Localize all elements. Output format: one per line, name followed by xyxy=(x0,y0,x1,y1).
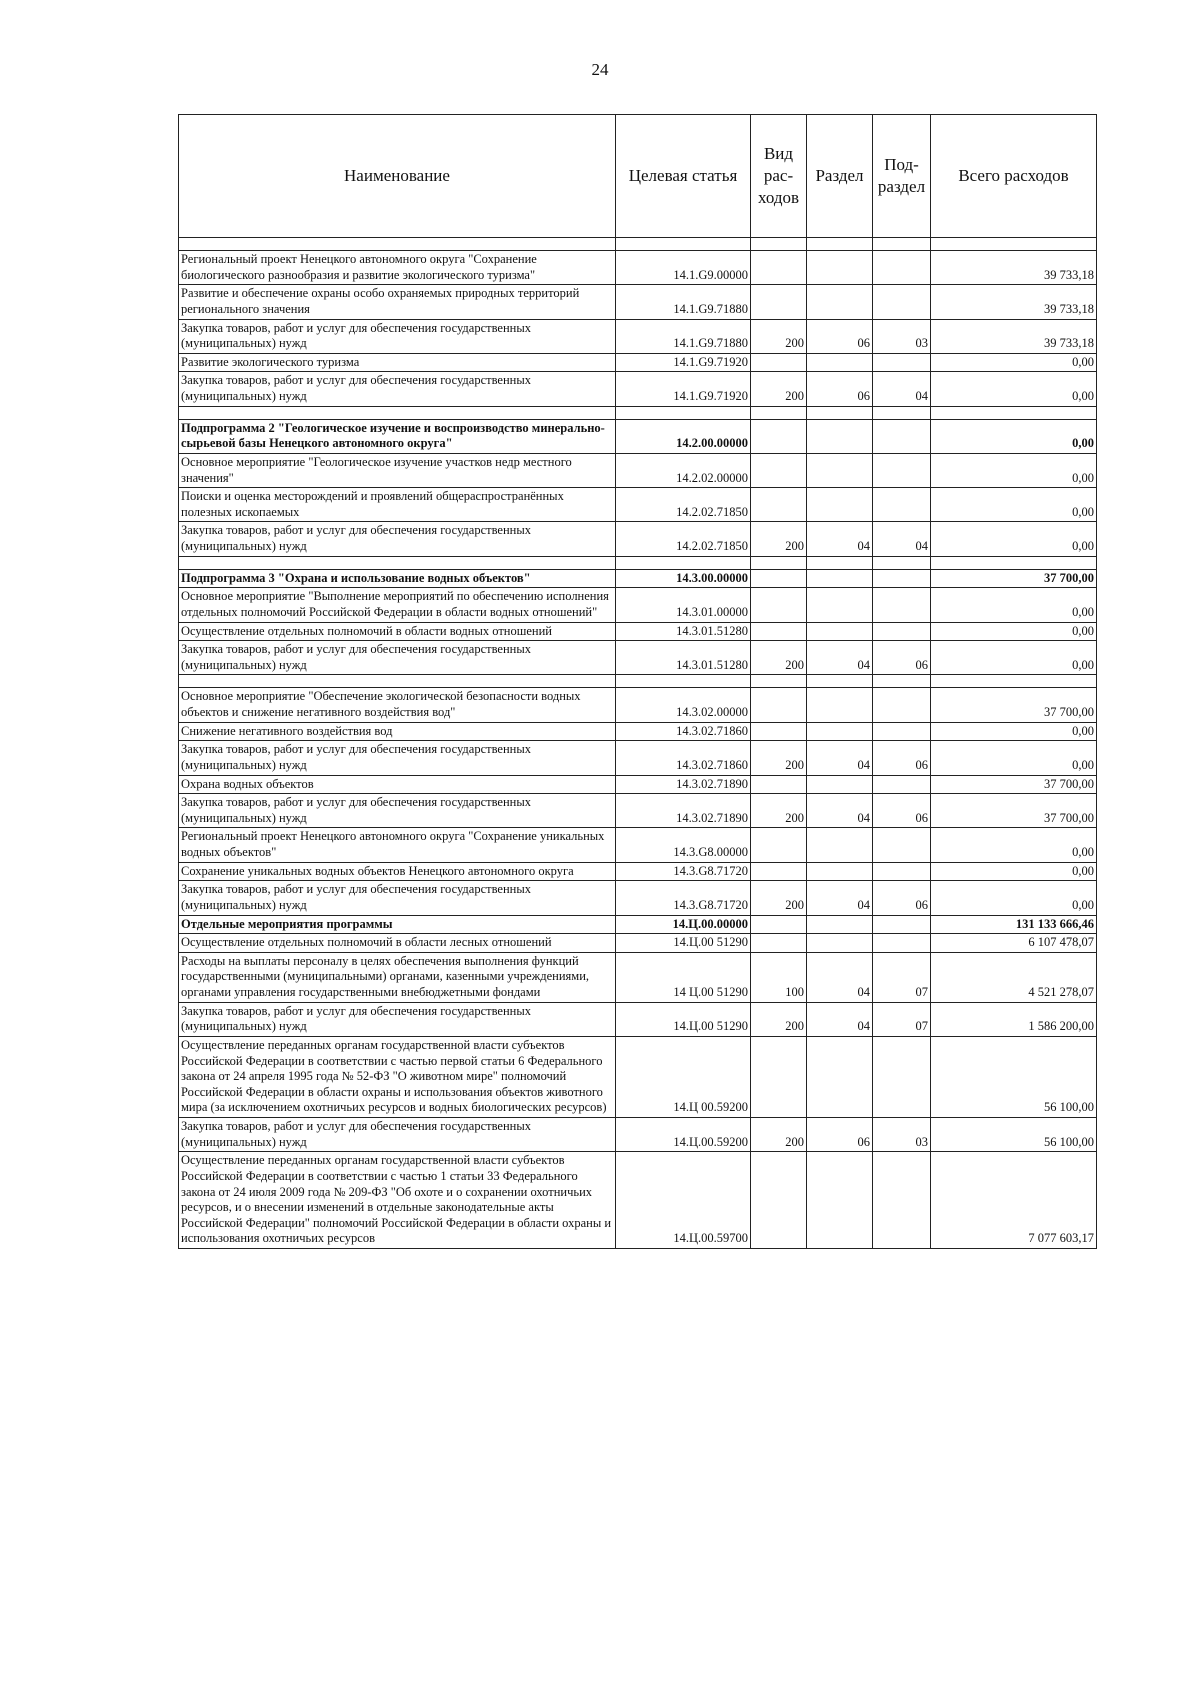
row-section-cell: 04 xyxy=(807,522,873,556)
row-section-cell xyxy=(807,915,873,934)
table-row xyxy=(179,1036,1097,1117)
spacer-cell xyxy=(807,406,873,419)
row-total-cell: 0,00 xyxy=(931,353,1097,372)
row-target-article-cell: 14.Ц.00.00000 xyxy=(616,915,751,934)
table-row xyxy=(179,952,1097,1002)
row-subsection-cell xyxy=(873,915,931,934)
row-total-cell: 37 700,00 xyxy=(931,775,1097,794)
row-total-cell: 37 700,00 xyxy=(931,794,1097,828)
row-expense-type-cell: 200 xyxy=(751,372,807,406)
row-expense-type-cell xyxy=(751,488,807,522)
row-expense-type-cell xyxy=(751,251,807,285)
row-section-cell xyxy=(807,934,873,953)
table-row xyxy=(179,934,1097,953)
row-expense-type-cell xyxy=(751,934,807,953)
row-section-cell xyxy=(807,419,873,453)
table-row xyxy=(179,1152,1097,1249)
table-row xyxy=(179,488,1097,522)
table-row xyxy=(179,622,1097,641)
spacer-cell xyxy=(179,675,616,688)
row-target-article-cell: 14.2.02.00000 xyxy=(616,453,751,487)
row-subsection-cell xyxy=(873,622,931,641)
row-section-cell xyxy=(807,622,873,641)
row-target-article-cell: 14.3.02.71860 xyxy=(616,722,751,741)
row-section-cell xyxy=(807,588,873,622)
row-expense-type-cell xyxy=(751,569,807,588)
row-name-cell: Закупка товаров, работ и услуг для обеспечения государственных (муниципальных) нужд xyxy=(179,372,616,406)
row-target-article-cell: 14.3.01.51280 xyxy=(616,622,751,641)
header-subsection: Под- раздел xyxy=(873,115,931,238)
row-subsection-cell xyxy=(873,488,931,522)
row-target-article-cell: 14.Ц.00.59700 xyxy=(616,1152,751,1249)
table-row xyxy=(179,353,1097,372)
row-total-cell: 39 733,18 xyxy=(931,251,1097,285)
row-total-cell: 0,00 xyxy=(931,622,1097,641)
row-expense-type-cell xyxy=(751,775,807,794)
row-name-cell: Снижение негативного воздействия вод xyxy=(179,722,616,741)
header-name: Наименование xyxy=(179,115,616,238)
row-section-cell xyxy=(807,862,873,881)
row-target-article-cell: 14.3.01.00000 xyxy=(616,588,751,622)
row-total-cell: 39 733,18 xyxy=(931,285,1097,319)
row-subsection-cell: 06 xyxy=(873,741,931,775)
table-row xyxy=(179,828,1097,862)
row-subsection-cell: 07 xyxy=(873,952,931,1002)
row-total-cell: 1 586 200,00 xyxy=(931,1002,1097,1036)
row-section-cell: 04 xyxy=(807,741,873,775)
row-total-cell: 37 700,00 xyxy=(931,688,1097,722)
row-expense-type-cell: 200 xyxy=(751,319,807,353)
spacer-row xyxy=(179,675,1097,688)
row-target-article-cell: 14.3.02.71890 xyxy=(616,794,751,828)
row-name-cell: Осуществление переданных органам государственной власти субъектов Российской Федерации в соответствии с частью первой статьи 6 Федерального закона от 24 апреля 1995 года № 52-ФЗ "О животном мире" полномочий Российской Федерации в области охраны и использования объектов животного мира (за исключением охотничьих ресурсов и водных биологических ресурсов) xyxy=(179,1036,616,1117)
row-total-cell: 4 521 278,07 xyxy=(931,952,1097,1002)
row-name-cell: Закупка товаров, работ и услуг для обеспечения государственных (муниципальных) нужд xyxy=(179,641,616,675)
row-subsection-cell: 07 xyxy=(873,1002,931,1036)
row-section-cell: 06 xyxy=(807,319,873,353)
spacer-row xyxy=(179,556,1097,569)
row-target-article-cell: 14.2.02.71850 xyxy=(616,488,751,522)
table-row xyxy=(179,722,1097,741)
row-section-cell xyxy=(807,1152,873,1249)
row-expense-type-cell xyxy=(751,419,807,453)
row-total-cell: 0,00 xyxy=(931,372,1097,406)
row-expense-type-cell: 100 xyxy=(751,952,807,1002)
row-subsection-cell: 03 xyxy=(873,1118,931,1152)
table-body xyxy=(179,238,1097,1249)
spacer-row xyxy=(179,238,1097,251)
header-total: Всего расходов xyxy=(931,115,1097,238)
spacer-cell xyxy=(179,406,616,419)
row-subsection-cell xyxy=(873,353,931,372)
spacer-cell xyxy=(873,556,931,569)
table-row xyxy=(179,419,1097,453)
spacer-row xyxy=(179,406,1097,419)
row-expense-type-cell: 200 xyxy=(751,794,807,828)
row-target-article-cell: 14.3.01.51280 xyxy=(616,641,751,675)
row-section-cell xyxy=(807,688,873,722)
row-expense-type-cell xyxy=(751,722,807,741)
spacer-cell xyxy=(751,556,807,569)
row-target-article-cell: 14.2.00.00000 xyxy=(616,419,751,453)
row-subsection-cell xyxy=(873,285,931,319)
row-subsection-cell xyxy=(873,722,931,741)
spacer-cell xyxy=(807,238,873,251)
spacer-cell xyxy=(807,675,873,688)
row-section-cell xyxy=(807,828,873,862)
row-section-cell xyxy=(807,569,873,588)
row-subsection-cell: 03 xyxy=(873,319,931,353)
row-expense-type-cell: 200 xyxy=(751,641,807,675)
row-name-cell: Осуществление отдельных полномочий в области лесных отношений xyxy=(179,934,616,953)
row-target-article-cell: 14.1.G9.71920 xyxy=(616,372,751,406)
row-subsection-cell xyxy=(873,688,931,722)
row-expense-type-cell xyxy=(751,1036,807,1117)
row-section-cell: 06 xyxy=(807,372,873,406)
row-expense-type-cell xyxy=(751,915,807,934)
row-target-article-cell: 14.Ц.00 51290 xyxy=(616,1002,751,1036)
row-target-article-cell: 14.Ц.00.59200 xyxy=(616,1118,751,1152)
row-target-article-cell: 14.1.G9.00000 xyxy=(616,251,751,285)
spacer-cell xyxy=(873,675,931,688)
row-subsection-cell: 06 xyxy=(873,641,931,675)
row-total-cell: 0,00 xyxy=(931,588,1097,622)
row-expense-type-cell xyxy=(751,588,807,622)
row-expense-type-cell xyxy=(751,828,807,862)
spacer-cell xyxy=(807,556,873,569)
spacer-cell xyxy=(751,406,807,419)
row-section-cell xyxy=(807,488,873,522)
row-total-cell: 56 100,00 xyxy=(931,1036,1097,1117)
spacer-cell xyxy=(751,675,807,688)
row-name-cell: Расходы на выплаты персоналу в целях обеспечения выполнения функций государственными (муниципальными) органами, казенными учреждениями, органами управления государственными внебюджетными фондами xyxy=(179,952,616,1002)
row-section-cell xyxy=(807,285,873,319)
row-name-cell: Развитие и обеспечение охраны особо охраняемых природных территорий регионального значения xyxy=(179,285,616,319)
row-subsection-cell xyxy=(873,862,931,881)
row-name-cell: Основное мероприятие "Обеспечение экологической безопасности водных объектов и снижение негативного воздействия вод" xyxy=(179,688,616,722)
row-total-cell: 0,00 xyxy=(931,641,1097,675)
row-section-cell xyxy=(807,453,873,487)
row-name-cell: Охрана водных объектов xyxy=(179,775,616,794)
table-row xyxy=(179,251,1097,285)
row-target-article-cell: 14.Ц.00 51290 xyxy=(616,934,751,953)
row-name-cell: Закупка товаров, работ и услуг для обеспечения государственных (муниципальных) нужд xyxy=(179,319,616,353)
row-subsection-cell xyxy=(873,828,931,862)
spacer-cell xyxy=(616,675,751,688)
spacer-cell xyxy=(179,238,616,251)
row-total-cell: 6 107 478,07 xyxy=(931,934,1097,953)
row-subsection-cell xyxy=(873,1036,931,1117)
row-expense-type-cell: 200 xyxy=(751,1118,807,1152)
row-name-cell: Основное мероприятие "Выполнение мероприятий по обеспечению исполнения отдельных полномочий Российской Федерации в области водных отношений" xyxy=(179,588,616,622)
row-subsection-cell xyxy=(873,453,931,487)
row-section-cell: 04 xyxy=(807,1002,873,1036)
row-name-cell: Подпрограмма 3 "Охрана и использование водных объектов" xyxy=(179,569,616,588)
row-target-article-cell: 14.3.02.00000 xyxy=(616,688,751,722)
row-name-cell: Сохранение уникальных водных объектов Ненецкого автономного округа xyxy=(179,862,616,881)
row-target-article-cell: 14.1.G9.71920 xyxy=(616,353,751,372)
row-name-cell: Поиски и оценка месторождений и проявлений общераспространённых полезных ископаемых xyxy=(179,488,616,522)
row-name-cell: Закупка товаров, работ и услуг для обеспечения государственных (муниципальных) нужд xyxy=(179,794,616,828)
row-subsection-cell xyxy=(873,419,931,453)
row-total-cell: 0,00 xyxy=(931,419,1097,453)
row-expense-type-cell: 200 xyxy=(751,881,807,915)
table-header-row xyxy=(179,115,1097,238)
header-section: Раздел xyxy=(807,115,873,238)
row-name-cell: Осуществление переданных органам государственной власти субъектов Российской Федерации в соответствии с частью 1 статьи 33 Федерального закона от 24 июля 2009 года № 209-ФЗ "Об охоте и о сохранении охотничьих ресурсов, и о внесении изменений в отдельные законодательные акты Российской Федерации" полномочий Российской Федерации в области охраны и использования охотничьих ресурсов xyxy=(179,1152,616,1249)
row-total-cell: 0,00 xyxy=(931,488,1097,522)
row-total-cell: 0,00 xyxy=(931,453,1097,487)
row-name-cell: Региональный проект Ненецкого автономного округа "Сохранение уникальных водных объектов" xyxy=(179,828,616,862)
row-section-cell: 04 xyxy=(807,881,873,915)
row-target-article-cell: 14.3.02.71860 xyxy=(616,741,751,775)
spacer-cell xyxy=(873,238,931,251)
header-expense-type: Вид рас- ходов xyxy=(751,115,807,238)
table-row xyxy=(179,588,1097,622)
row-section-cell: 06 xyxy=(807,1118,873,1152)
spacer-cell xyxy=(873,406,931,419)
row-target-article-cell: 14.3.G8.00000 xyxy=(616,828,751,862)
page-number: 24 xyxy=(591,60,609,79)
spacer-cell xyxy=(931,675,1097,688)
row-total-cell: 0,00 xyxy=(931,828,1097,862)
row-section-cell xyxy=(807,775,873,794)
budget-table xyxy=(178,114,1097,1249)
table-row xyxy=(179,522,1097,556)
row-name-cell: Основное мероприятие "Геологическое изучение участков недр местного значения" xyxy=(179,453,616,487)
row-subsection-cell xyxy=(873,251,931,285)
table-row xyxy=(179,453,1097,487)
row-total-cell: 0,00 xyxy=(931,722,1097,741)
row-name-cell: Закупка товаров, работ и услуг для обеспечения государственных (муниципальных) нужд xyxy=(179,1002,616,1036)
table-row xyxy=(179,862,1097,881)
row-expense-type-cell xyxy=(751,622,807,641)
table-row xyxy=(179,319,1097,353)
row-expense-type-cell: 200 xyxy=(751,1002,807,1036)
table-row xyxy=(179,915,1097,934)
row-section-cell xyxy=(807,722,873,741)
row-name-cell: Региональный проект Ненецкого автономного округа "Сохранение биологического разнообразия и развитие экологического туризма" xyxy=(179,251,616,285)
row-expense-type-cell xyxy=(751,862,807,881)
row-section-cell xyxy=(807,353,873,372)
row-expense-type-cell xyxy=(751,1152,807,1249)
row-target-article-cell: 14.2.02.71850 xyxy=(616,522,751,556)
row-subsection-cell: 06 xyxy=(873,881,931,915)
table-row xyxy=(179,569,1097,588)
table-row xyxy=(179,688,1097,722)
row-target-article-cell: 14.3.02.71890 xyxy=(616,775,751,794)
row-section-cell xyxy=(807,1036,873,1117)
spacer-cell xyxy=(616,238,751,251)
row-target-article-cell: 14.Ц 00.59200 xyxy=(616,1036,751,1117)
row-total-cell: 0,00 xyxy=(931,741,1097,775)
row-target-article-cell: 14.1.G9.71880 xyxy=(616,319,751,353)
row-target-article-cell: 14 Ц.00 51290 xyxy=(616,952,751,1002)
row-subsection-cell xyxy=(873,934,931,953)
row-subsection-cell: 06 xyxy=(873,794,931,828)
row-total-cell: 0,00 xyxy=(931,522,1097,556)
row-subsection-cell: 04 xyxy=(873,372,931,406)
table-row xyxy=(179,1002,1097,1036)
table-row xyxy=(179,641,1097,675)
table-row xyxy=(179,741,1097,775)
row-total-cell: 7 077 603,17 xyxy=(931,1152,1097,1249)
row-target-article-cell: 14.3.G8.71720 xyxy=(616,862,751,881)
row-subsection-cell xyxy=(873,1152,931,1249)
header-target-article: Целевая статья xyxy=(616,115,751,238)
row-expense-type-cell: 200 xyxy=(751,522,807,556)
row-subsection-cell xyxy=(873,569,931,588)
row-section-cell xyxy=(807,251,873,285)
row-name-cell: Закупка товаров, работ и услуг для обеспечения государственных (муниципальных) нужд xyxy=(179,741,616,775)
row-target-article-cell: 14.1.G9.71880 xyxy=(616,285,751,319)
row-expense-type-cell xyxy=(751,453,807,487)
row-section-cell: 04 xyxy=(807,952,873,1002)
row-total-cell: 56 100,00 xyxy=(931,1118,1097,1152)
row-target-article-cell: 14.3.00.00000 xyxy=(616,569,751,588)
row-expense-type-cell xyxy=(751,353,807,372)
spacer-cell xyxy=(751,238,807,251)
row-section-cell: 04 xyxy=(807,641,873,675)
row-name-cell: Подпрограмма 2 "Геологическое изучение и воспроизводство минерально-сырьевой базы Ненецкого автономного округа" xyxy=(179,419,616,453)
row-name-cell: Закупка товаров, работ и услуг для обеспечения государственных (муниципальных) нужд xyxy=(179,522,616,556)
row-target-article-cell: 14.3.G8.71720 xyxy=(616,881,751,915)
row-name-cell: Закупка товаров, работ и услуг для обеспечения государственных (муниципальных) нужд xyxy=(179,1118,616,1152)
spacer-cell xyxy=(616,406,751,419)
row-expense-type-cell xyxy=(751,688,807,722)
row-expense-type-cell xyxy=(751,285,807,319)
row-name-cell: Осуществление отдельных полномочий в области водных отношений xyxy=(179,622,616,641)
table-row xyxy=(179,775,1097,794)
spacer-cell xyxy=(931,406,1097,419)
row-name-cell: Закупка товаров, работ и услуг для обеспечения государственных (муниципальных) нужд xyxy=(179,881,616,915)
spacer-cell xyxy=(616,556,751,569)
row-total-cell: 37 700,00 xyxy=(931,569,1097,588)
row-expense-type-cell: 200 xyxy=(751,741,807,775)
row-total-cell: 0,00 xyxy=(931,862,1097,881)
row-name-cell: Развитие экологического туризма xyxy=(179,353,616,372)
row-total-cell: 0,00 xyxy=(931,881,1097,915)
table-row xyxy=(179,285,1097,319)
spacer-cell xyxy=(931,238,1097,251)
row-subsection-cell: 04 xyxy=(873,522,931,556)
row-subsection-cell xyxy=(873,588,931,622)
table-row xyxy=(179,794,1097,828)
row-name-cell: Отдельные мероприятия программы xyxy=(179,915,616,934)
table-row xyxy=(179,1118,1097,1152)
table-row xyxy=(179,881,1097,915)
row-subsection-cell xyxy=(873,775,931,794)
row-section-cell: 04 xyxy=(807,794,873,828)
row-total-cell: 131 133 666,46 xyxy=(931,915,1097,934)
spacer-cell xyxy=(179,556,616,569)
table-row xyxy=(179,372,1097,406)
row-total-cell: 39 733,18 xyxy=(931,319,1097,353)
spacer-cell xyxy=(931,556,1097,569)
